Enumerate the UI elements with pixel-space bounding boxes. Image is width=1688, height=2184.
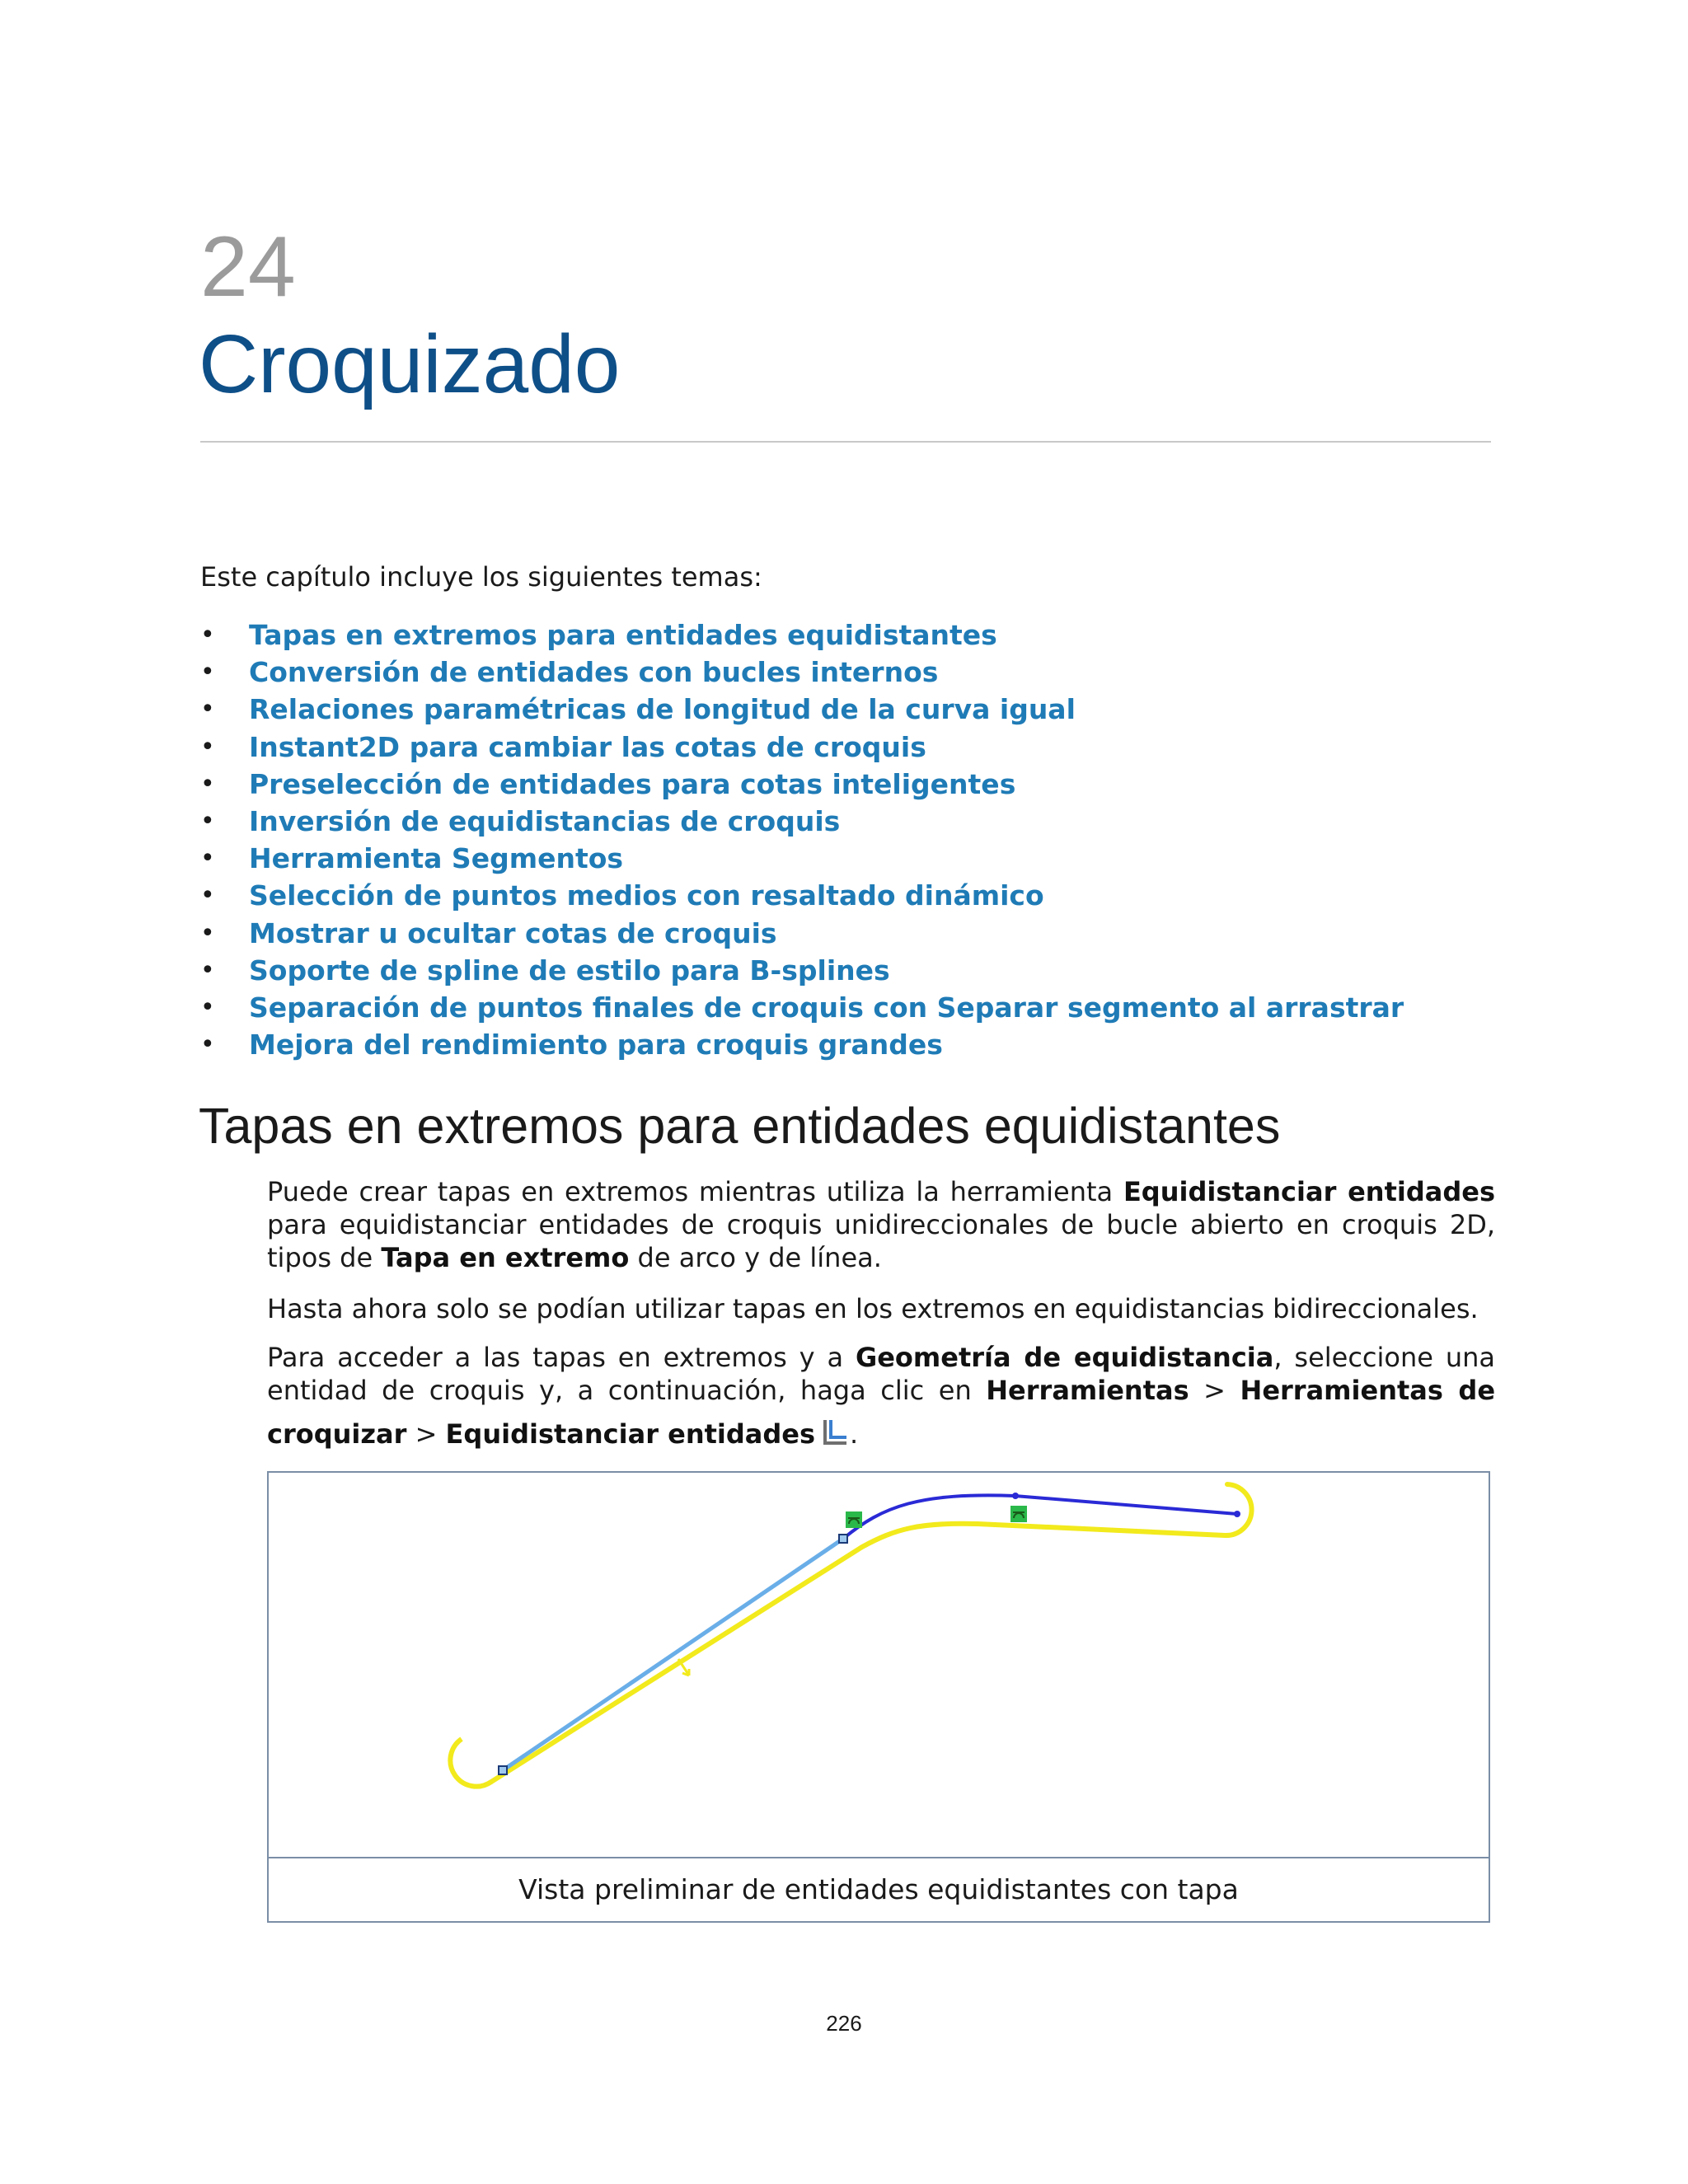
bullet: • — [200, 695, 215, 724]
topic-link[interactable]: Conversión de entidades con bucles internos — [249, 656, 939, 689]
bullet: • — [200, 806, 215, 836]
topic-link[interactable]: Relaciones paramétricas de longitud de la curva igual — [249, 693, 1076, 726]
paragraph-line — [267, 1374, 1495, 1407]
topic-link[interactable]: Soporte de spline de estilo para B-splines — [249, 954, 890, 987]
paragraph-line — [267, 1417, 1495, 1451]
figure — [267, 1471, 1490, 1923]
bullet: • — [200, 955, 215, 985]
menu-path-tools: Herramientas — [986, 1375, 1189, 1406]
text-run: entidad de croquis y, a continuación, haga clic en — [267, 1375, 987, 1406]
bullet: • — [200, 992, 215, 1022]
text-run: > — [406, 1418, 446, 1450]
bullet: • — [200, 881, 215, 911]
paragraph-line — [267, 1341, 1495, 1374]
paragraph-access — [267, 1341, 1495, 1451]
topic-link[interactable]: Mostrar u ocultar cotas de croquis — [249, 916, 777, 949]
chapter-number: 24 — [200, 219, 296, 315]
offset-end-cap-left — [450, 1739, 491, 1787]
paragraph-line: Hasta ahora solo se podían utilizar tapas en los extremos en equidistancias bidireccionales. — [267, 1293, 1479, 1324]
bullet: • — [200, 918, 215, 948]
topic-link[interactable]: Preselección de entidades para cotas inteligentes — [249, 767, 1016, 800]
text-run: > — [1189, 1375, 1240, 1406]
offset-preview-path — [491, 1484, 1252, 1782]
menu-path-offset-entities: Equidistanciar entidades — [445, 1418, 816, 1450]
section-heading: Tapas en extremos para entidades equidistantes — [199, 1098, 1281, 1154]
text-run: de arco y de línea. — [629, 1242, 882, 1273]
topic-link[interactable]: Mejora del rendimiento para croquis grandes — [249, 1029, 943, 1062]
offset-entities-icon — [820, 1417, 850, 1448]
menu-path-sketch-tools: Herramientas de — [1240, 1375, 1496, 1406]
ui-term: Equidistanciar entidades — [1123, 1176, 1496, 1207]
topic-link[interactable]: Instant2D para cambiar las cotas de croquis — [249, 730, 926, 763]
paragraph-intro — [267, 1175, 1495, 1274]
topic-link[interactable]: Tapas en extremos para entidades equidistantes — [249, 619, 997, 651]
sketch-preview-image — [269, 1473, 1489, 1857]
selected-sketch-line — [503, 1539, 843, 1770]
bullet: • — [200, 769, 215, 799]
topic-link[interactable]: Herramienta Segmentos — [249, 842, 624, 875]
intro-text: Este capítulo incluye los siguientes temas: — [200, 561, 762, 593]
sketch-endpoint-right[interactable] — [1234, 1511, 1240, 1517]
text-run: Para acceder a las tapas en extremos y a — [267, 1342, 856, 1373]
text-run: tipos de — [267, 1242, 382, 1273]
bullet: • — [200, 732, 215, 762]
bullet: • — [200, 844, 215, 874]
topic-link[interactable]: Inversión de equidistancias de croquis — [249, 804, 841, 837]
topic-link[interactable]: Selección de puntos medios con resaltado dinámico — [249, 879, 1044, 912]
paragraph-line — [267, 1175, 1495, 1208]
figure-caption: Vista preliminar de entidades equidistantes con tapa — [518, 1873, 1239, 1905]
bullet: • — [200, 621, 215, 649]
sketch-endpoint-left[interactable] — [499, 1766, 507, 1774]
paragraph-line — [267, 1241, 1495, 1274]
paragraph-line: para equidistanciar entidades de croquis unidireccionales de bucle abierto en croquis 2D, — [267, 1209, 1495, 1240]
sketch-endpoint-junction[interactable] — [839, 1535, 847, 1543]
menu-path-sketch: croquizar — [267, 1418, 407, 1450]
bullet: • — [200, 1030, 215, 1060]
text-run: , seleccione una — [1273, 1342, 1496, 1373]
topic-link[interactable]: Separación de puntos finales de croquis con Separar segmento al arrastrar — [249, 991, 1404, 1024]
text-run: . — [850, 1418, 859, 1450]
chapter-title: Croquizado — [199, 318, 621, 410]
paragraph-previous — [267, 1292, 1495, 1325]
title-divider — [200, 441, 1491, 443]
bullet: • — [200, 658, 215, 687]
page-number: 226 — [826, 2011, 862, 2036]
text-run: Puede crear tapas en extremos mientras utiliza la herramienta — [267, 1176, 1123, 1207]
ui-term: Geometría de equidistancia — [855, 1342, 1274, 1373]
sketch-point-top[interactable] — [1012, 1493, 1019, 1499]
ui-term: Tapa en extremo — [381, 1242, 630, 1273]
